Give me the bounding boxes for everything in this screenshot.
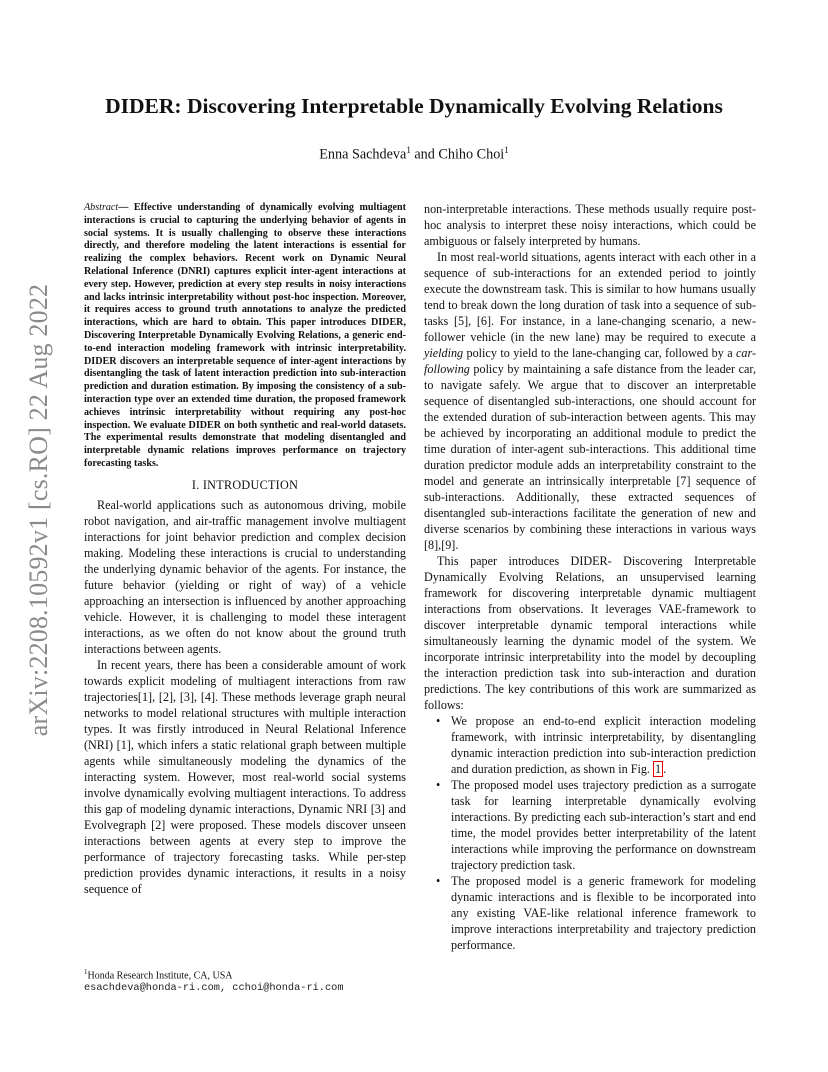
footnote-mark: 1: [84, 968, 88, 976]
figure-link[interactable]: 1: [654, 762, 662, 776]
list-item: [436, 777, 756, 873]
text-run: policy to yield to the lane-changing car, followed by a: [463, 346, 737, 360]
arxiv-sidebar-stamp: [18, 280, 60, 740]
arxiv-identifier: arXiv:2208.10592v1 [cs.RO] 22 Aug 2022: [24, 283, 53, 737]
list-item: [436, 713, 756, 777]
body-paragraph: non-interpretable interactions. These methods usually require post-hoc analysis to interpret these noisy interactions, which could be ambiguous or falsely interpreted by humans.: [424, 202, 756, 248]
footnote: [84, 966, 406, 995]
list-item-end: .: [663, 762, 667, 776]
bullet-icon: •: [436, 874, 441, 888]
author-name: Chiho Choi: [438, 146, 505, 163]
footnote-emails: esachdeva@honda-ri.com, cchoi@honda-ri.com: [84, 982, 344, 995]
author-name: Enna Sachdeva: [319, 146, 407, 163]
abstract-text: — Effective understanding of dynamically evolving multiagent interactions is crucial to capturing the underlying behavior of agents in social systems. It is usually challenging to observe these interactions directly, and therefore modeling the latent interactions is essential for realizing the complex behaviors. Recent work on Dynamic Neural Relational Inference (DNRI) captures explicit inter-agent interactions at every step. However, prediction at every step results in noisy interactions and lacks intrinsic interpretability without post-hoc inspection. Moreover, it requires access to ground truth annotations to analyze the predicted interactions, which are hard to obtain. This paper introduces DIDER, Discovering Interpretable Dynamically Evolving Relations, a generic end-to-end interaction modeling framework with intrinsic interpretability. DIDER discovers an interpretable sequence of inter-agent interactions by disentangling the task of latent interaction prediction into sub-interaction prediction and duration estimation. By imposing the consistency of a sub-interaction type over an extended time duration, the proposed framework achieves intrinsic interpretability without requiring any post-hoc inspection. We evaluate DIDER on both synthetic and real-world datasets. The experimental results demonstrate that modeling disentangled and interpretable dynamic relations improves performance on trajectory forecasting tasks.: [84, 202, 406, 469]
emphasis-term: car-following: [424, 346, 756, 376]
contribution-list: [424, 713, 756, 953]
affiliation-mark: 1: [406, 145, 411, 155]
left-column: [84, 202, 406, 897]
affiliation-text: Honda Research Institute, CA, USA: [87, 970, 233, 982]
footnote-affiliation: [84, 966, 406, 982]
list-item: [436, 873, 756, 953]
abstract-label: Abstract: [84, 202, 119, 213]
body-paragraph: [424, 249, 756, 553]
list-item-text: The proposed model is a generic framework for modeling dynamic interactions and is flexible to be incorporated into any existing VAE-like relational inference framework to improve interactions interpretability and trajectory prediction performance.: [451, 874, 756, 952]
body-paragraph: In recent years, there has been a considerable amount of work towards explicit modeling of multiagent interactions from raw trajectories[1], [2], [3], [4]. These methods leverage graph neural networks to model relational structures with multiple interaction types. It was firstly introduced in Neural Relational Inference (NRI) [1], which infers a static relational graph between multiple agents while simultaneously modeling the dynamics of the interacting system. However, most real-world social systems involve dynamically evolving multiagent interactions. To address this gap of modeling dynamic interactions, Dynamic NRI [3] and Evolvegraph [2] were proposed. These models discover unseen interactions between agents at every step to improve the performance of trajectory forecasting tasks. While per-step prediction provides dynamic interactions, it results in a noisy sequence of: [84, 657, 406, 896]
bullet-icon: •: [436, 714, 441, 728]
text-run: In most real-world situations, agents interact with each other in a sequence of sub-interactions for an extended period to jointly execute the downstream task. This is similar to how humans usually tend to break down the long duration of task into a sequence of sub-tasks [5], [6]. For instance, in a lane-changing scenario, a new-follower vehicle (in the new lane) may be required to execute a: [424, 250, 756, 344]
text-run: policy by maintaining a safe distance from the leader car, to navigate safely. We argue that to discover an interpretable sequence of disentangled sub-interactions, one should account for the extended duration of sub-interaction between agents. This may be achieved by incorporating an additional module to predict the time duration of inter-agent sub-interactions. This additional time duration predictor module adds an interpretability constraint to the model and generate an intrinsically interpretable [7] sequence of sub-interactions. Additionally, these extracted sequences of disentangled sub-interactions facilitate the generation of new and diverse scenarios by combining these interactions in various ways [8],[9].: [424, 362, 756, 552]
author-line: [60, 145, 768, 164]
right-column: [424, 201, 756, 953]
body-paragraph: This paper introduces DIDER- Discovering Interpretable Dynamically Evolving Relations, an unsupervised learning framework for discovering interpretable dynamic multiagent interactions from observations. It leverages VAE-framework to discover interpretable dynamic temporal interactions while simultaneously learning the dynamic model of the system. We incorporate intrinsic interpretability into the model by decoupling the interaction prediction task into sub-interaction and duration predictions. The key contributions of this work are summarized as follows:: [424, 554, 756, 712]
bullet-icon: •: [436, 778, 441, 792]
emphasis-term: yielding: [424, 346, 464, 360]
affiliation-mark: 1: [504, 145, 509, 155]
section-heading: I. INTRODUCTION: [191, 477, 299, 492]
list-item-text: We propose an end-to-end explicit interaction modeling framework, with intrinsic interpretability, by disentangling dynamic interaction prediction into sub-interaction prediction and duration prediction, as shown in Fig.: [451, 714, 756, 776]
list-item-text: The proposed model uses trajectory prediction as a surrogate task for learning interpretable dynamically evolving interactions. By predicting each sub-interaction’s start and end time, the model provides better interpretability of the latent interactions while improving the performance on downstream trajectory prediction task.: [451, 778, 756, 872]
author-separator: and: [410, 146, 439, 163]
paper-title: DIDER: Discovering Interpretable Dynamically Evolving Relations: [105, 94, 723, 118]
body-paragraph: Real-world applications such as autonomous driving, mobile robot navigation, and air-traffic management involve multiagent interactions for joint behavior prediction and complex decision making. Modeling these interactions is crucial to understanding the underlying dynamic behavior of the agents. For instance, the future behavior (yielding or right of way) of a vehicle approaching an intersection is influenced by another approaching vehicle. However, it is challenging to model these interagent interactions, as we often do not know about the ground truth interactions between agents.: [84, 497, 406, 656]
abstract: [84, 202, 406, 471]
